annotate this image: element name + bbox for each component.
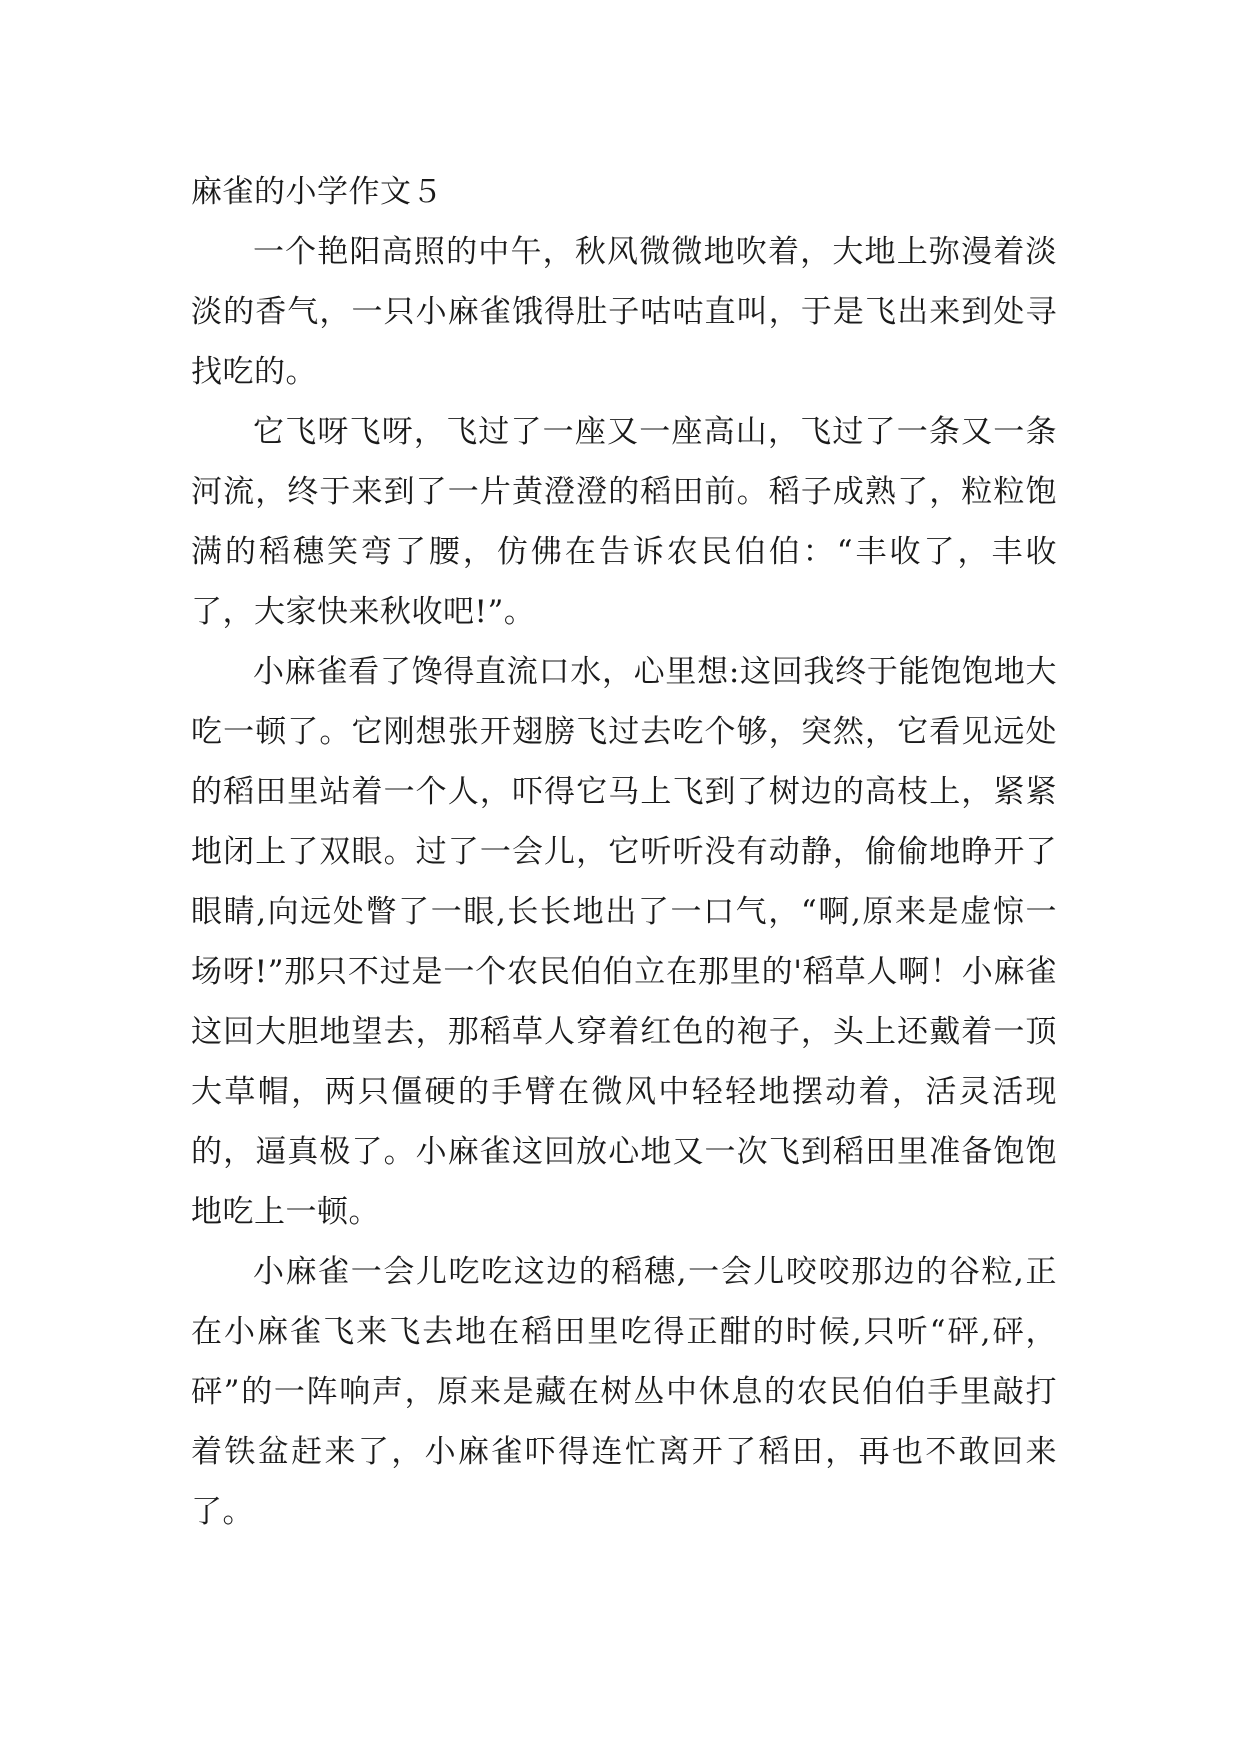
document-title: 麻雀的小学作文５ <box>191 174 443 210</box>
paragraph-4: 小麻雀一会儿吃吃这边的稻穗,一会儿咬咬那边的谷粒,正在小麻雀飞来飞去地在稻田里吃得正酣的时候,只听“砰,砰，砰”的一阵响声，原来是藏在树丛中休息的农民伯伯手里敲打着铁盆赶来了，小麻雀吓得连忙离开了稻田，再也不敢回来了。 <box>191 1254 1057 1530</box>
document-body <box>191 162 1057 1542</box>
paragraph-3: 小麻雀看了馋得直流口水，心里想:这回我终于能饱饱地大吃一顿了。它刚想张开翅膀飞过去吃个够，突然，它看见远处的稻田里站着一个人，吓得它马上飞到了树边的高枝上，紧紧地闭上了双眼。过了一会儿，它听听没有动静，偷偷地睁开了眼睛,向远处瞥了一眼,长长地出了一口气，“啊,原来是虚惊一场呀!”那只不过是一个农民伯伯立在那里的'稻草人啊！小麻雀这回大胆地望去，那稻草人穿着红色的袍子，头上还戴着一顶大草帽，两只僵硬的手臂在微风中轻轻地摆动着，活灵活现的，逼真极了。小麻雀这回放心地又一次飞到稻田里准备饱饱地吃上一顿。 <box>191 654 1057 1230</box>
paragraph-1: 一个艳阳高照的中午，秋风微微地吹着，大地上弥漫着淡淡的香气，一只小麻雀饿得肚子咕咕直叫，于是飞出来到处寻找吃的。 <box>191 234 1057 390</box>
paragraph-2: 它飞呀飞呀，飞过了一座又一座高山，飞过了一条又一条河流，终于来到了一片黄澄澄的稻田前。稻子成熟了，粒粒饱满的稻穗笑弯了腰，仿佛在告诉农民伯伯：“丰收了，丰收了，大家快来秋收吧!”。 <box>191 414 1057 630</box>
